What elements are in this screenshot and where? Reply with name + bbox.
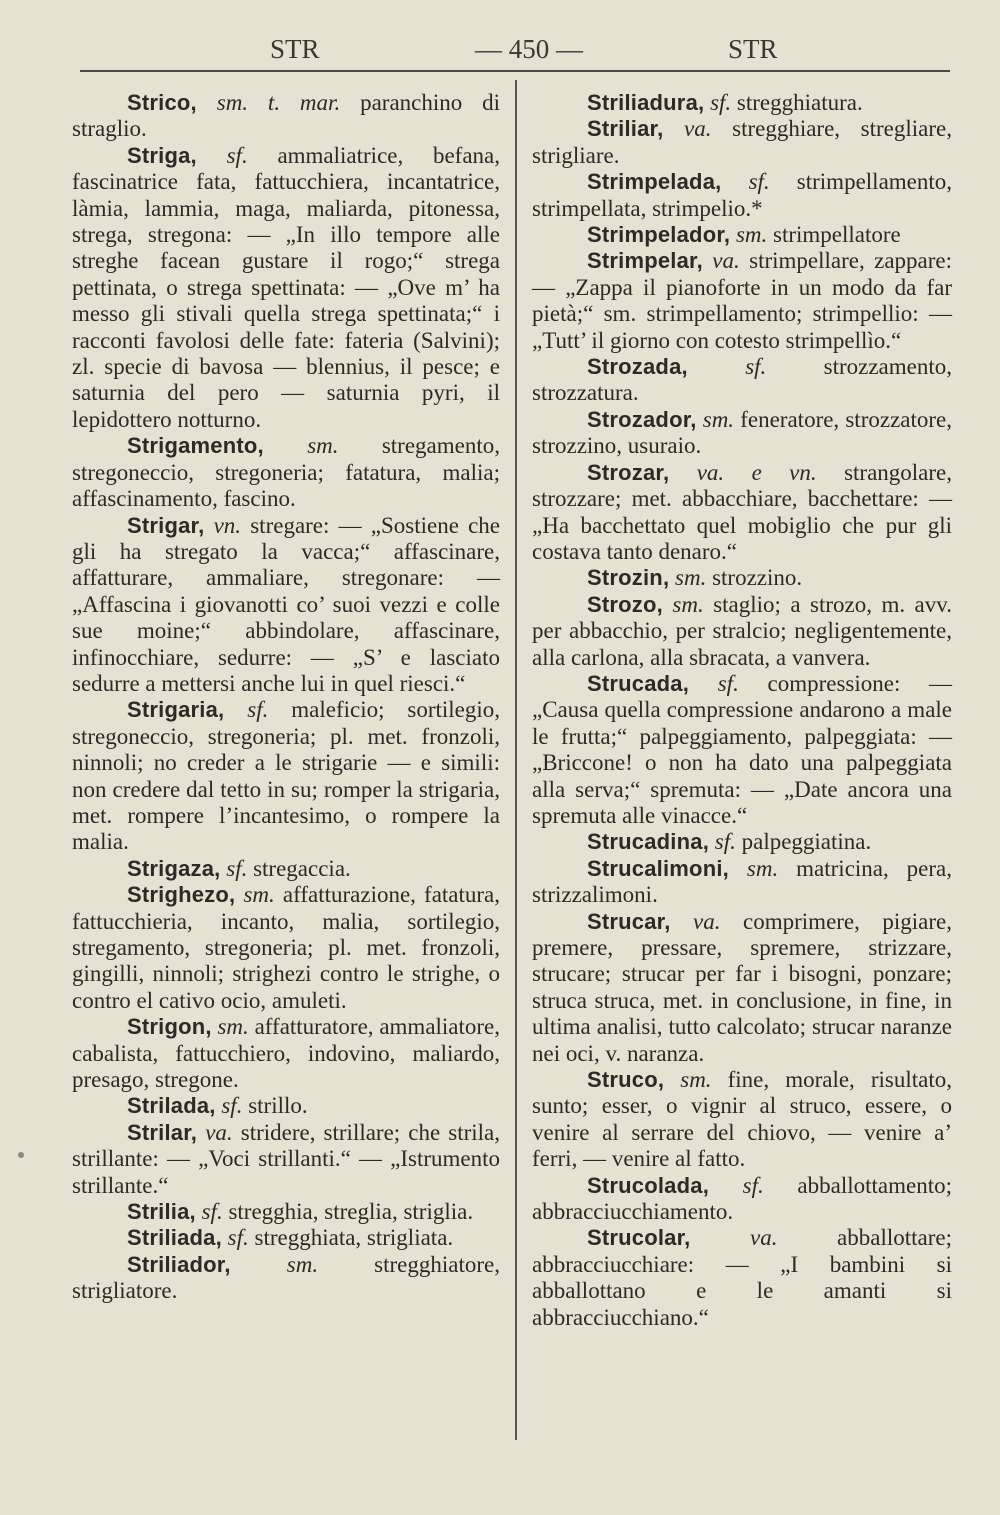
- entry-definition: staglio; a strozo, m. avv. per abbacchio, per stralcio; negligentemente, alla carlona, alla sbracata, a vanvera.: [532, 591, 953, 670]
- entry-grammar: sf.: [227, 1225, 249, 1251]
- entry-definition: abballottare; abbracciucchiare: — „I bambini si abballottano e le amanti si abbracciucchiano.“: [532, 1225, 952, 1330]
- entry-headword: Strozo,: [587, 591, 663, 617]
- entry-grammar: sm.: [735, 222, 768, 248]
- entry-grammar: sf.: [710, 90, 732, 115]
- entry-grammar: sm. t. mar.: [216, 90, 341, 115]
- entry-headword: Strilar,: [127, 1119, 198, 1145]
- entry-definition: compressione: — „Causa quella compressione andarono a male le frutta;“ palpeggiamento, palpeggiata: — „Briccone! o non ha dato una palpeggiata alla serva;“ spremuta: — „Date ancora una spremuta alle vinacce.“: [532, 670, 953, 828]
- entry-definition: strimpellatore: [773, 222, 901, 248]
- entry-definition: stregaccia.: [253, 855, 351, 881]
- entry-definition: stregghiatore, strigliatore.: [72, 1251, 500, 1304]
- entry-grammar: sf.: [748, 169, 770, 195]
- entry-definition: palpeggiatina.: [741, 829, 872, 855]
- entry-headword: Striliada,: [127, 1225, 222, 1251]
- column-divider: [515, 80, 517, 1440]
- dictionary-entry: [532, 1173, 952, 1226]
- entry-definition: abballottamento; abbracciucchiamento.: [532, 1172, 952, 1225]
- entry-definition: matricina, pera, strizzalimoni.: [532, 855, 953, 908]
- entry-definition: comprimere, pigiare, premere, pressare, spremere, strizzare, strucare; strucar per far i bisogni, ponzare; struca struca, met. in conclusione, in fine, in ultima analisi, tutto calcolato; strucar naranze nei oci, v. naranza.: [532, 908, 953, 1066]
- entry-grammar: va.: [750, 1225, 778, 1251]
- entry-grammar: sm.: [307, 433, 339, 459]
- entry-headword: Strighezo,: [127, 882, 236, 908]
- dictionary-entry: [532, 407, 952, 460]
- entry-headword: Strucar,: [587, 908, 671, 934]
- entry-definition: strimpellare, zappare: — „Zappa il pianoforte in un modo da far pietà;“ sm. strimpellamento; strimpellio: — „Tutt’ il giorno con cotesto strimpellìo.“: [532, 248, 952, 353]
- entry-definition: fine, morale, risultato, sunto; esser, o vignir al struco, essere, o venire al serrare del chiovo, — venire a’ ferri, — venire al fatto.: [532, 1067, 952, 1172]
- entry-headword: Strozar,: [587, 459, 670, 485]
- dictionary-entry: [72, 433, 500, 512]
- entry-headword: Strozada,: [587, 354, 688, 380]
- entry-definition: strangolare, strozzare; met. abbacchiare, bacchettare: — „Ha bacchettato quel mobiglio che pur gli costava tanto denaro.“: [532, 459, 952, 564]
- dictionary-entry: [532, 829, 952, 855]
- entry-headword: Strimpelar,: [587, 248, 703, 274]
- header-rule: [80, 70, 950, 72]
- entry-headword: Strigaza,: [127, 855, 221, 881]
- entry-headword: Strucalimoni,: [587, 855, 729, 881]
- entry-definition: affatturatore, ammaliatore, cabalista, fattucchiero, indovino, maliardo, presago, stregone.: [72, 1014, 501, 1093]
- dictionary-entry: [532, 222, 952, 248]
- entry-headword: Strimpelada,: [587, 169, 722, 195]
- entry-grammar: sm.: [672, 591, 704, 617]
- right-column: [532, 90, 952, 1331]
- page-header: [60, 34, 960, 74]
- dictionary-entry: [532, 565, 952, 591]
- dictionary-entry: [532, 248, 952, 354]
- entry-definition: stregghiare, stregliare, strigliare.: [532, 116, 952, 168]
- entry-definition: strozzamento, strozzatura.: [532, 354, 953, 406]
- dictionary-entry: [72, 856, 500, 882]
- dictionary-entry: [72, 1252, 500, 1305]
- dictionary-entry: [72, 1093, 500, 1119]
- dictionary-entry: [532, 1225, 952, 1331]
- entry-headword: Strimpelador,: [587, 222, 731, 248]
- entry-headword: Struco,: [587, 1067, 665, 1093]
- dictionary-entry: [72, 1120, 500, 1199]
- dictionary-entry: [532, 116, 952, 169]
- entry-grammar: va.: [712, 248, 740, 274]
- entry-definition: strozzino.: [712, 565, 803, 591]
- entry-definition: stregghiatura.: [736, 90, 863, 115]
- entry-headword: Strozin,: [587, 565, 670, 591]
- dictionary-entry: [532, 592, 952, 671]
- entry-grammar: va.: [693, 908, 721, 934]
- entry-definition: stregamento, stregoneccio, stregoneria; fatatura, malia; affascinamento, fascino.: [72, 433, 500, 512]
- entry-definition: paranchino di straglio.: [72, 90, 501, 142]
- entry-headword: Strozador,: [587, 406, 697, 432]
- entry-headword: Strigar,: [127, 512, 205, 538]
- entry-definition: affatturazione, fatatura, fattucchieria, incanto, malia, sortilegio, stregamento, stregoneria; pl. met. fronzoli, gingilli, ninnoli; strighezi contro le strighe, o contro el cativo ocio, amuleti.: [72, 882, 501, 1013]
- entry-definition: strillo.: [248, 1093, 308, 1119]
- entry-definition: stregghia, streglia, striglia.: [228, 1199, 474, 1225]
- entry-headword: Striga,: [127, 142, 197, 168]
- left-column: [72, 90, 500, 1305]
- dictionary-entry: [72, 697, 500, 855]
- entry-definition: ammaliatrice, befana, fascinatrice fata, fattucchiera, incantatrice, làmia, lammia, maga, maliarda, pitonessa, strega, stregona: — „In illo tempore alle streghe facean gustare il rogo;“ strega pettinata, o strega spettinata: — „Ove m’ ha messo gli stivali quella strega spettinata;“ i racconti favolosi delle fate: fateria (Salvini); zl. specie di bavosa — blennius, il pesce; e saturnia del pero — saturnia pyri, il lepidottero notturno.: [72, 142, 500, 432]
- entry-headword: Strilia,: [127, 1199, 196, 1225]
- dictionary-entry: [72, 882, 500, 1014]
- dictionary-entry: [532, 909, 952, 1067]
- entry-definition: strimpellamento, strimpellata, strimpelio.*: [532, 169, 953, 221]
- header-left-guideword: STR: [270, 34, 320, 64]
- entry-grammar: va.: [205, 1119, 233, 1145]
- entry-grammar: sf.: [226, 855, 248, 881]
- dictionary-entry: [532, 354, 952, 407]
- entry-grammar: sm.: [746, 855, 779, 881]
- entry-grammar: sm.: [680, 1067, 712, 1093]
- entry-grammar: va.: [684, 116, 712, 142]
- entry-headword: Strigon,: [127, 1014, 212, 1040]
- dictionary-entry: [72, 513, 500, 698]
- dictionary-entry: [72, 90, 500, 143]
- entry-grammar: sf.: [226, 142, 248, 168]
- entry-headword: Strico,: [127, 90, 197, 115]
- entry-grammar: vn.: [213, 512, 242, 538]
- dictionary-entry: [532, 671, 952, 829]
- dictionary-entry: [532, 856, 952, 909]
- entry-headword: Strilada,: [127, 1093, 216, 1119]
- entry-grammar: sm.: [702, 406, 735, 432]
- entry-headword: Striliador,: [127, 1251, 231, 1277]
- entry-grammar: sf.: [221, 1093, 243, 1119]
- dictionary-entry: [72, 143, 500, 433]
- dictionary-entry: [72, 1199, 500, 1225]
- entry-grammar: sm.: [243, 882, 275, 908]
- entry-grammar: sf.: [717, 670, 739, 696]
- dictionary-entry: [532, 90, 952, 116]
- entry-grammar: sm.: [675, 565, 707, 591]
- dictionary-entry: [532, 169, 952, 222]
- entry-grammar: sf.: [742, 1172, 764, 1198]
- entry-grammar: sf.: [247, 697, 269, 723]
- entry-headword: Strucolar,: [587, 1225, 691, 1251]
- entry-headword: Striliadura,: [587, 90, 705, 115]
- dictionary-entry: [72, 1014, 500, 1093]
- page-number: — 450 —: [475, 34, 583, 64]
- dictionary-entry: [532, 460, 952, 566]
- dictionary-entry: [532, 1067, 952, 1173]
- entry-grammar: sf.: [745, 354, 767, 380]
- entry-definition: stridere, strillare; che strila, strillante: — „Voci strillanti.“ — „Istrumento strillante.“: [72, 1119, 501, 1198]
- entry-headword: Strigamento,: [127, 433, 264, 459]
- entry-headword: Strucolada,: [587, 1172, 710, 1198]
- entry-definition: maleficio; sortilegio, stregoneccio, stregoneria; pl. met. fronzoli, ninnoli; no creder a le strigarie — e simili: non credere dal tetto in su; romper la strigaria, met. rompere l’incantesimo, o rompere la malia.: [72, 697, 500, 855]
- entry-grammar: sm.: [286, 1251, 319, 1277]
- entry-headword: Strucadina,: [587, 829, 710, 855]
- entry-headword: Striliar,: [587, 116, 664, 142]
- entry-grammar: sf.: [714, 829, 736, 855]
- entry-definition: stregghiata, strigliata.: [254, 1225, 454, 1251]
- entry-grammar: sf.: [201, 1199, 223, 1225]
- entry-definition: feneratore, strozzatore, strozzino, usuraio.: [532, 406, 952, 459]
- dictionary-entry: [72, 1225, 500, 1251]
- entry-definition: stregare: — „Sostiene che gli ha stregato la vacca;“ affascinare, affatturare, ammaliare, stregonare: — „Affascina i giovanotti co’ suoi vezzi e colle sue moine;“ abbindolare, affascinare, infinocchiare, sedurre: — „S’ e lasciato sedurre a mettersi anche lui in quel riesci.“: [72, 512, 500, 696]
- paper-speck: [18, 1152, 24, 1158]
- entry-headword: Strigaria,: [127, 697, 225, 723]
- entry-headword: Strucada,: [587, 670, 690, 696]
- entry-grammar: sm.: [217, 1014, 249, 1040]
- entry-grammar: va. e vn.: [696, 459, 817, 485]
- header-right-guideword: STR: [728, 34, 778, 64]
